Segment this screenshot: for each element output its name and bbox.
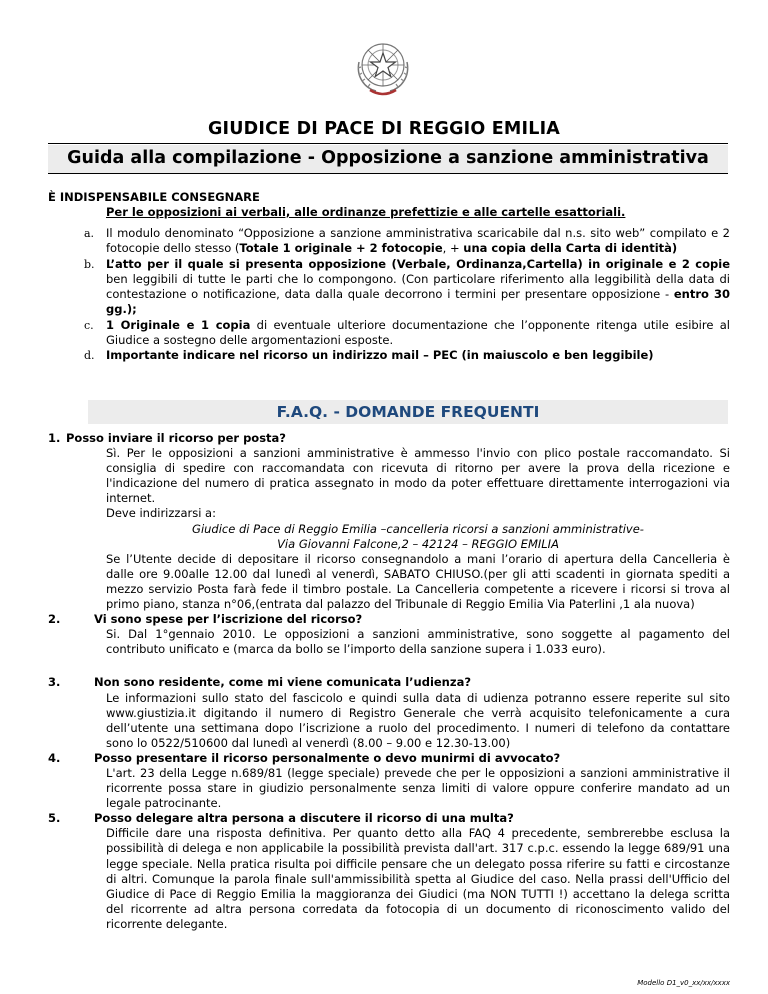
footer-model-code: Modello D1_v0_xx/xx/xxxx (637, 979, 730, 987)
faq-number: 2. (48, 612, 61, 627)
faq-question: Posso presentare il ricorso personalmente o devo munirmi di avvocato? (94, 750, 561, 765)
faq-title: F.A.Q. - DOMANDE FREQUENTI (276, 403, 540, 421)
court-title: GIUDICE DI PACE DI REGGIO EMILIA (207, 119, 561, 139)
faq-answer: Difficile dare una risposta definitiva. Per quanto detto alla FAQ 4 precedente, sembrerebbe esclusa la possibilità di delega e non applicabile la possibilità prevista dall'art. 317 c.p.c. essendo la legge 689/91 una legge speciale. Nella pratica risulta poi difficile pensare che un delegato possa riferire su fatti e circostanze di altri. Comunque la parola finale sull'ammissibilità spetta al Giudice del caso. Nella prassi dell'Ufficio del Giudice di Pace di Reggio Emilia la maggioranza dei Giudici (ma NON TUTTI !) accettano la delega scritta del ricorrente ad altra persona corredata da fotocopia di un documento di riconoscimento valido del ricorrente delegante. (106, 826, 730, 931)
faq-address-line: Via Giovanni Falcone,2 – 42124 – REGGIO EMILIA (277, 536, 559, 551)
guide-title: Guida alla compilazione - Opposizione a sanzione amministrativa (67, 148, 709, 168)
requirement-emphasis: L’atto per il quale si presenta opposizione (Verbale, Ordinanza,Cartella) in originale e 2 copie (106, 256, 730, 271)
requirement-text: , + (442, 241, 464, 256)
faq-question: Posso delegare altra persona a discutere il ricorso di una multa? (94, 811, 514, 826)
faq-list (48, 431, 730, 932)
list-marker: d. (84, 349, 95, 363)
requirements-heading: È INDISPENSABILE CONSEGNARE (48, 190, 260, 204)
requirement-item (84, 318, 730, 349)
faq-answer: Sì. Per le opposizioni a sanzioni amministrative è ammesso l'invio con plico postale raccomandato. Si consiglia di spedire con raccomandata con ricevuta di ritorno per avere la prova della ricezione e l'indicazione del numero di pratica assegnato in modo da poter effettuare direttamente interrogazioni via internet. (106, 446, 730, 506)
requirements-list (84, 226, 730, 364)
requirement-emphasis: Importante indicare nel ricorso un indirizzo mail – PEC (in maiuscolo e ben leggibile) (106, 348, 654, 363)
requirements-subheading: Per le opposizioni ai verbali, alle ordinanze prefettizie e alle cartelle esattoriali. (106, 205, 626, 219)
list-marker: c. (84, 318, 94, 332)
faq-number: 1. (48, 431, 61, 445)
faq-item (48, 751, 730, 811)
list-marker: b. (84, 257, 95, 271)
faq-answer: Le informazioni sullo stato del fascicolo e quindi sulla data di udienza potranno essere reperite sul sito www.giustizia.it digitando il numero di Registro Generale che verrà acquisito telefonicamente a cura dell’utente una settimana dopo l’iscrizione a ruolo del procedimento. I numeri di telefono da contattare sono lo 0522/510600 dal lunedì al venerdì (8.00 – 9.00 e 12.30-13.00) (106, 690, 730, 750)
faq-answer: Se l’Utente decide di depositare il ricorso consegnandolo a mani l’orario di apertura della Cancelleria è dalle ore 9.00alle 12.00 dal lunedì al venerdì, SABATO CHIUSO.(per gli atti scadenti in giornata spediti a mezzo servizio Posta farà fede il timbro postale. La Cancelleria competente a ricevere i ricorsi si trova al primo piano, stanza n°06,(entrata dal palazzo del Tribunale di Reggio Emilia Via Paterlini ,1 ala nuova) (106, 551, 730, 612)
requirement-emphasis: una copia della Carta di identità) (463, 241, 678, 256)
requirement-text: ben leggibili di tutte le parti che lo compongono. (Con particolare riferimento alla leggibilità della data di contestazione o notificazione, data dalla quale decorrono i termini per presentare opposizione - (106, 271, 730, 302)
faq-address-intro: Deve indirizzarsi a: (106, 506, 216, 521)
faq-question: Non sono residente, come mi viene comunicata l’udienza? (94, 675, 471, 690)
faq-item (48, 675, 730, 750)
faq-item (48, 612, 730, 675)
faq-address-line: Giudice di Pace di Reggio Emilia –cancelleria ricorsi a sanzioni amministrative- (192, 521, 644, 536)
requirement-item (84, 348, 730, 363)
faq-item (48, 811, 730, 932)
faq-answer: L'art. 23 della Legge n.689/81 (legge speciale) prevede che per le opposizioni a sanzioni amministrative il ricorrente possa stare in giudizio personalmente senza limiti di valore oppure conferire mandato ad un legale patrocinante. (106, 765, 730, 811)
title-divider (48, 143, 728, 144)
requirement-text: di eventuale ulteriore documentazione che l’opponente ritenga utile esibire al Giudice a sostegno delle argomentazioni esposte. (106, 317, 730, 348)
requirement-item (84, 226, 730, 257)
faq-question: Vi sono spese per l’iscrizione del ricorso? (94, 612, 363, 627)
faq-number: 3. (48, 675, 61, 690)
faq-answer: Si. Dal 1°gennaio 2010. Le opposizioni a sanzioni amministrative, sono soggette al pagamento del contributo unificato e (marca da bollo se l’importo della sanzione supera i 1.033 euro). (106, 627, 730, 657)
requirement-emphasis: 1 Originale e 1 copia (106, 317, 251, 332)
faq-item (48, 431, 730, 612)
requirement-emphasis: entro 30 gg.); (106, 287, 730, 317)
list-marker: a. (84, 227, 95, 240)
faq-number: 5. (48, 811, 61, 826)
requirement-item (84, 257, 730, 318)
faq-number: 4. (48, 750, 61, 765)
italian-republic-emblem-icon (350, 34, 416, 100)
requirement-text: Il modulo denominato “Opposizione a sanzione amministrativa scaricabile dal n.s. sito web” compilato e 2 fotocopie dello stesso ( (106, 226, 730, 256)
faq-question: Posso inviare il ricorso per posta? (66, 431, 286, 445)
requirement-emphasis: Totale 1 originale + 2 fotocopie (239, 241, 443, 256)
